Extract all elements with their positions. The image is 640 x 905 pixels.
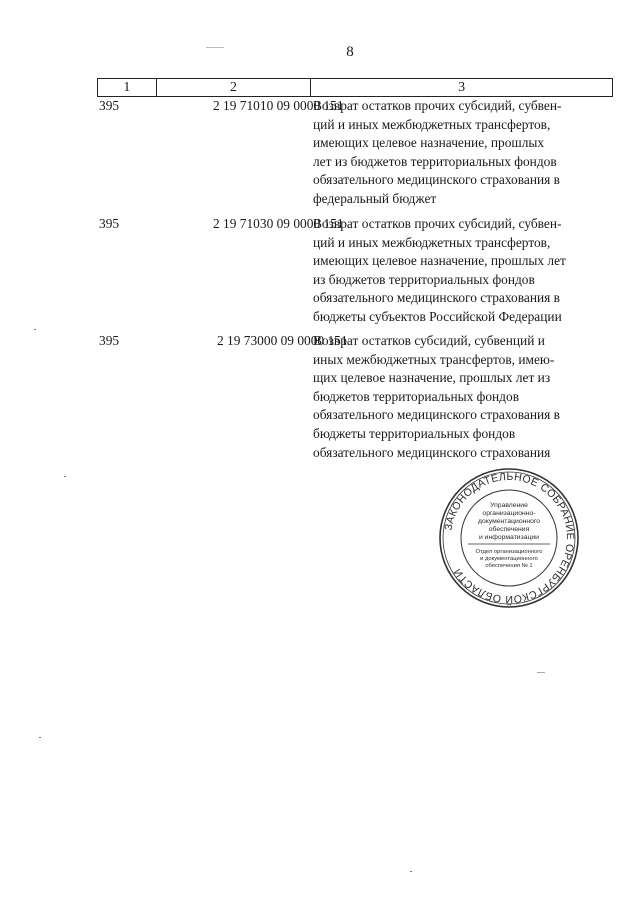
description-line: имеющих целевое назначение, прошлых	[313, 135, 545, 151]
description-line: обязательного медицинского страхования в	[313, 407, 560, 423]
table-row	[97, 97, 611, 209]
description-line: иных межбюджетных трансфертов, имею-	[313, 351, 555, 367]
description-line: федеральный бюджет	[313, 190, 437, 206]
description-line: из бюджетов территориальных фондов	[313, 271, 535, 287]
description-line: обязательного медицинского страхования в	[313, 172, 560, 188]
scan-speck	[64, 476, 66, 477]
description-line: обязательного медицинского страхования в	[313, 290, 560, 306]
stamp-inner-line: Управление	[490, 502, 528, 509]
stamp-inner-line: обеспечения	[488, 526, 530, 533]
admin-code-cell: 395	[99, 216, 120, 231]
scan-speck	[410, 871, 412, 872]
description-line: бюджеты территориальных фондов	[313, 425, 516, 441]
page-number: 8	[346, 44, 354, 60]
description-line: щих целевое назначение, прошлых лет из	[313, 370, 551, 386]
description-line: ций и иных межбюджетных трансфертов,	[313, 234, 551, 250]
table-row	[97, 215, 611, 327]
description-line: бюджетов территориальных фондов	[313, 388, 520, 404]
scan-speck	[537, 672, 545, 673]
stamp-sub-line: обеспечения № 1	[485, 563, 533, 569]
description-line: бюджеты субъектов Российской Федерации	[313, 308, 562, 324]
stamp-ring-text: ЗАКОНОДАТЕЛЬНОЕ СОБРАНИЕ ОРЕНБУРГСКОЙ ОБЛАСТИ	[442, 470, 577, 606]
code-table	[97, 78, 613, 460]
stamp-inner-line: документационного	[477, 518, 541, 525]
stamp-seal-icon	[438, 467, 580, 609]
kbk-code-cell: 2 19 71010 09 0000 151	[213, 98, 344, 113]
stamp-sub-line: Отдел организационного	[475, 549, 543, 555]
description-line: обязательного медицинского страхования	[313, 444, 551, 460]
description-line: Возврат остатков прочих субсидий, субвен-	[313, 98, 562, 113]
kbk-code-cell: 2 19 73000 09 0000 151	[217, 333, 348, 348]
description-cell	[309, 97, 611, 209]
table-row	[97, 332, 611, 462]
stamp-inner-line: и информатизации	[479, 534, 539, 541]
description-line: имеющих целевое назначение, прошлых лет	[313, 253, 566, 269]
scan-speck	[39, 737, 41, 738]
admin-code-cell: 395	[99, 98, 120, 113]
description-cell	[309, 332, 611, 462]
table-header	[97, 78, 613, 97]
description-cell	[309, 215, 611, 327]
column-header-1: 1	[123, 80, 131, 95]
description-line: лет из бюджетов территориальных фондов	[313, 153, 557, 169]
stamp-inner-line: организационно-	[482, 510, 536, 517]
scan-speck	[206, 47, 224, 48]
admin-code-cell: 395	[99, 333, 120, 348]
description-line: Возврат остатков прочих субсидий, субвен-	[313, 216, 562, 231]
column-header-2: 2	[156, 79, 310, 96]
description-line: Возврат остатков субсидий, субвенций и	[313, 333, 545, 348]
kbk-code-cell: 2 19 71030 09 0000 151	[213, 216, 344, 231]
official-stamp	[438, 467, 580, 609]
column-header-3: 3	[310, 79, 612, 96]
scan-speck	[34, 329, 36, 330]
stamp-sub-line: и документационного	[480, 556, 538, 562]
description-line: ций и иных межбюджетных трансфертов,	[313, 116, 551, 132]
